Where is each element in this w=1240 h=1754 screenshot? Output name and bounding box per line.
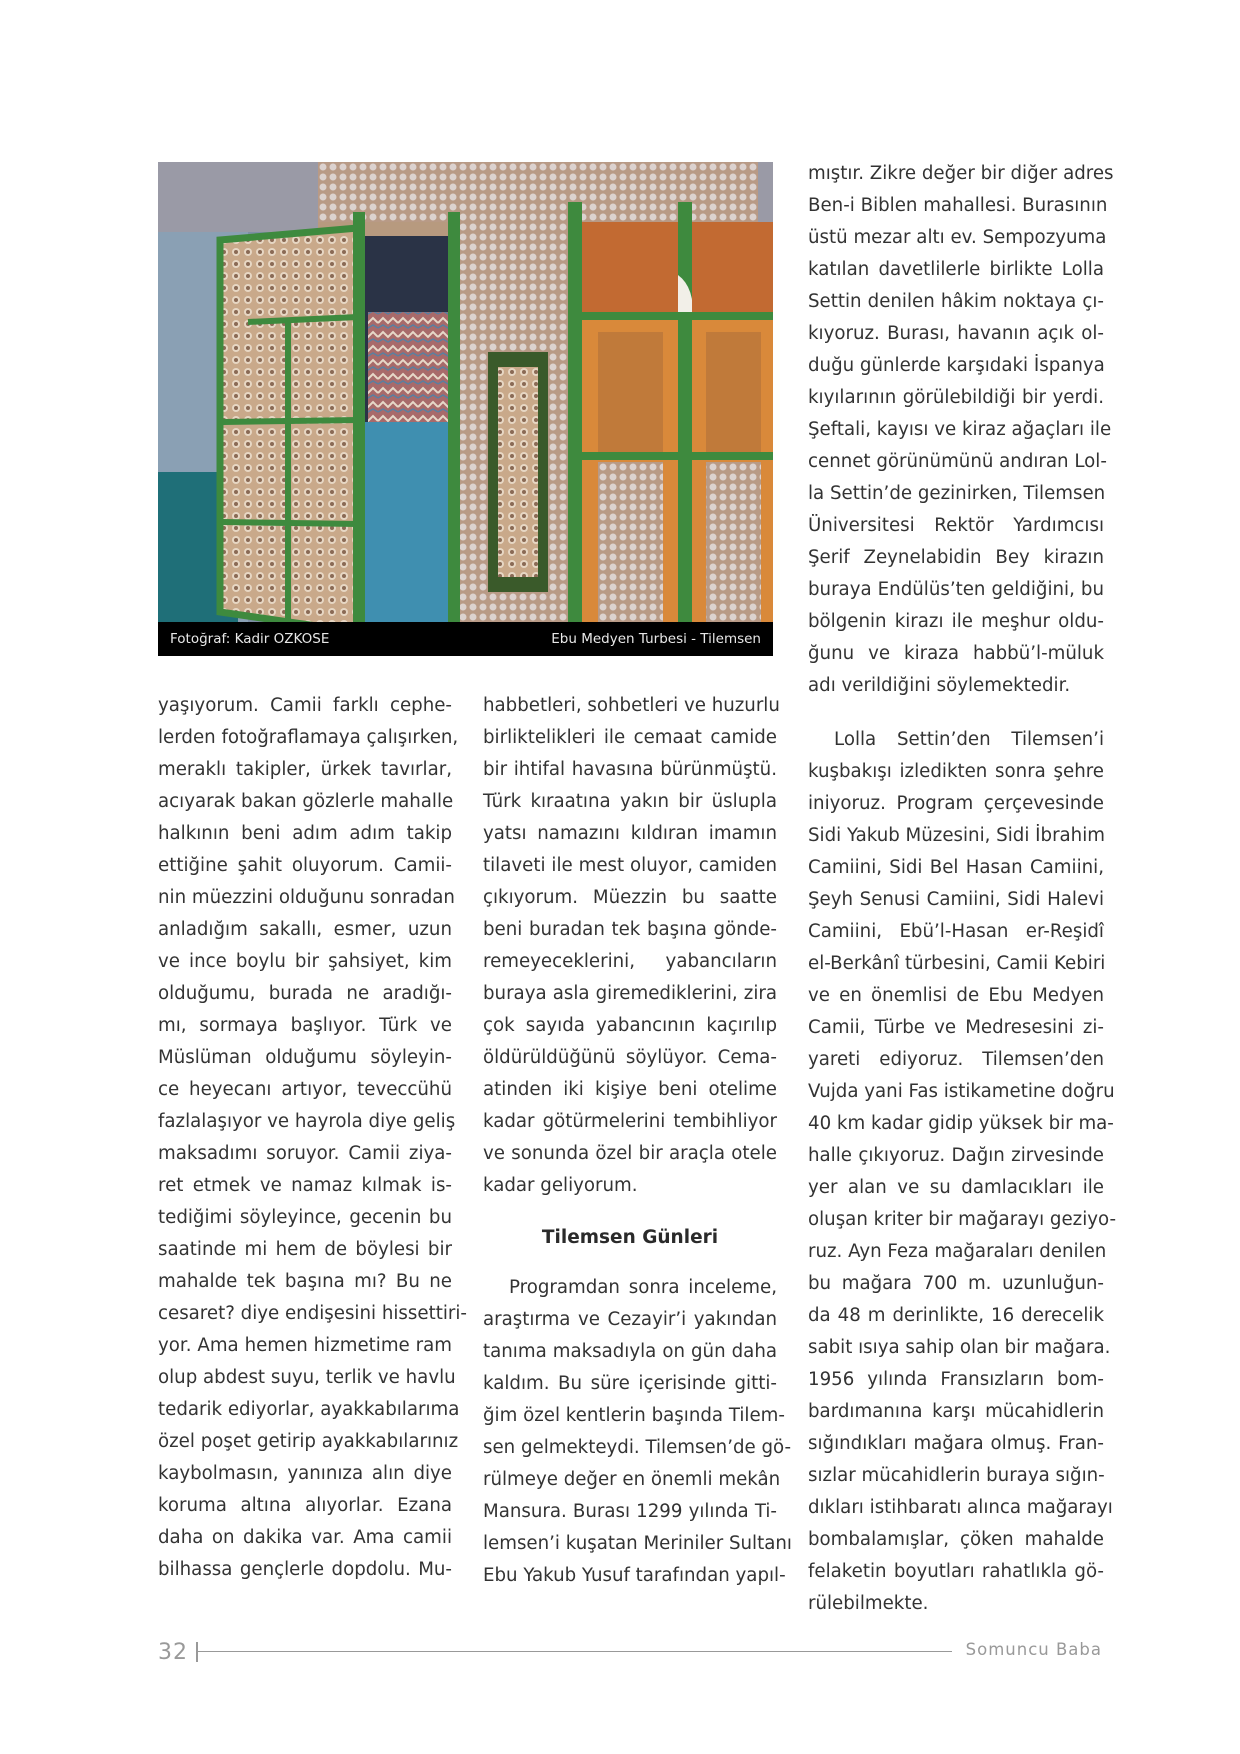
- text-line: ve en önemlisi de Ebu Medyen: [808, 985, 1104, 1006]
- text-line: daha on dakika var. Ama camii: [158, 1527, 452, 1548]
- text-line: Mansura. Burası 1299 yılında Ti-: [483, 1501, 777, 1522]
- text-line: bir ihtifal havasına bürünmüştü.: [483, 759, 777, 780]
- text-line: Türk kıraatına yakın bir üslupla: [483, 791, 777, 812]
- photo-caption-bar: [158, 622, 773, 656]
- text-line: ce heyecanı artıyor, teveccühü: [158, 1079, 452, 1100]
- text-line: halkının beni adım adım takip: [158, 823, 452, 844]
- text-line: sızlar mücahidlerin buraya sığın-: [808, 1465, 1105, 1486]
- text-line: ve ince boylu bir şahsiyet, kim: [158, 951, 452, 972]
- paragraph: [808, 724, 1117, 1620]
- text-line: lerden fotoğraflamaya çalışırken,: [158, 727, 459, 748]
- text-line: bilhassa gençlerle dopdolu. Mu-: [158, 1559, 452, 1580]
- text-line: kıyılarının görülebildiği bir yerdi.: [808, 387, 1104, 408]
- text-line: tanıma maksadıyla on gün daha: [483, 1341, 777, 1362]
- text-line: saatinde mi hem de böylesi bir: [158, 1239, 452, 1260]
- text-line: remeyeceklerini, yabancıların: [483, 951, 777, 972]
- text-line: kaybolmasın, yanınıza alın diye: [158, 1463, 452, 1484]
- photo-credit: Fotoğraf: Kadir OZKOSE: [170, 631, 330, 647]
- text-line: ğunu ve kiraza habbü’l-müluk: [808, 643, 1104, 664]
- text-line: katılan davetlilerle birlikte Lolla: [808, 259, 1104, 280]
- photo-caption: Ebu Medyen Turbesi - Tilemsen: [551, 631, 761, 647]
- text-line: buraya Endülüs’ten geldiğini, bu: [808, 579, 1104, 600]
- magazine-name: Somuncu Baba: [965, 1640, 1102, 1659]
- text-line: bombalamışlar, çöken mahalde: [808, 1529, 1104, 1550]
- text-line: yer alan ve su damlacıkları ile: [808, 1177, 1104, 1198]
- text-line: yaşıyorum. Camii farklı cephe-: [158, 695, 452, 716]
- text-line: maksadımı soruyor. Camii ziya-: [158, 1143, 452, 1164]
- text-line: tediğimi söyleyince, gecenin bu: [158, 1207, 452, 1228]
- text-line: sen gelmekteydi. Tilemsen’de gö-: [483, 1437, 792, 1458]
- text-line: nin müezzini olduğunu sonradan: [158, 887, 455, 908]
- text-line: Camiini, Sidi Bel Hasan Camiini,: [808, 857, 1104, 878]
- text-line: atinden iki kişiye beni otelime: [483, 1079, 777, 1100]
- text-line: el-Berkânî türbesini, Camii Kebiri: [808, 953, 1106, 974]
- text-line: adı verildiğini söylemektedir.: [808, 675, 1071, 696]
- text-line: da 48 m derinlikte, 16 derecelik: [808, 1305, 1104, 1326]
- paragraph: [483, 690, 780, 1202]
- section-heading: Tilemsen Günleri: [541, 1227, 719, 1248]
- text-line: Vujda yani Fas istikametine doğru: [808, 1081, 1115, 1102]
- text-line: bölgenin kirazı ile meşhur oldu-: [808, 611, 1104, 632]
- text-line: Üniversitesi Rektör Yardımcısı: [808, 515, 1104, 536]
- text-line: meraklı takipler, ürkek tavırlar,: [158, 759, 452, 780]
- text-line: la Settin’de gezinirken, Tilemsen: [808, 483, 1106, 504]
- text-line: bu mağara 700 m. uzunluğun-: [808, 1273, 1104, 1294]
- text-line: oluşan kriter bir mağarayı geziyo-: [808, 1209, 1117, 1230]
- text-line: Şerif Zeynelabidin Bey kirazın: [808, 547, 1104, 568]
- text-line: koruma altına alıyorlar. Ezana: [158, 1495, 452, 1516]
- tomb-interior-illustration: [158, 162, 773, 656]
- text-line: Camii, Türbe ve Medresesini zi-: [808, 1017, 1104, 1038]
- footer-rule: [198, 1651, 952, 1652]
- text-line: lemsen’i kuşatan Meriniler Sultanı: [483, 1533, 792, 1554]
- text-line: kuşbakışı izledikten sonra şehre: [808, 761, 1104, 782]
- text-line: 1956 yılında Fransızların bom-: [808, 1369, 1104, 1390]
- text-column-3: [808, 158, 1117, 1620]
- text-line: ret etmek ve namaz kılmak is-: [158, 1175, 452, 1196]
- text-line: anladığım sakallı, esmer, uzun: [158, 919, 452, 940]
- text-line: sığındıkları mağara olmuş. Fran-: [808, 1433, 1104, 1454]
- text-line: yatsı namazını kıldıran imamın: [483, 823, 777, 844]
- text-line: ettiğine şahit oluyorum. Camii-: [158, 855, 452, 876]
- text-line: cesaret? diye endişesini hissettiri-: [158, 1303, 467, 1324]
- paragraph: [483, 1272, 792, 1592]
- text-line: kıyoruz. Burası, havanın açık ol-: [808, 323, 1104, 344]
- text-line: mahalde tek başına mı? Bu ne: [158, 1271, 452, 1292]
- page-footer: [158, 1640, 1102, 1666]
- footer-divider: [196, 1642, 198, 1662]
- text-line: cennet görünümünü andıran Lol-: [808, 451, 1107, 472]
- text-line: acıyarak bakan gözlerle mahalle: [158, 791, 454, 812]
- text-line: ve sonunda özel bir araçla otele: [483, 1143, 777, 1164]
- text-line: dıkları istihbaratı alınca mağarayı: [808, 1497, 1113, 1518]
- text-line: halle çıkıyoruz. Dağın zirvesinde: [808, 1145, 1104, 1166]
- text-line: mı, sormaya başlıyor. Türk ve: [158, 1015, 452, 1036]
- text-line: yareti ediyoruz. Tilemsen’den: [808, 1049, 1104, 1070]
- text-line: mıştır. Zikre değer bir diğer adres: [808, 163, 1114, 184]
- text-line: öldürüldüğünü söylüyor. Cema-: [483, 1047, 777, 1068]
- text-line: Camiini, Ebü’l-Hasan er-Reşidî: [808, 921, 1104, 942]
- text-line: bardımanına karşı mücahidlerin: [808, 1401, 1104, 1422]
- text-line: çıkıyorum. Müezzin bu saatte: [483, 887, 777, 908]
- text-line: üstü mezar altı ev. Sempozyuma: [808, 227, 1107, 248]
- text-line: fazlalaşıyor ve hayrola diye geliş: [158, 1111, 456, 1132]
- text-line: 40 km kadar gidip yüksek bir ma-: [808, 1113, 1114, 1134]
- text-line: Sidi Yakub Müzesini, Sidi İbrahim: [808, 825, 1105, 846]
- text-line: iniyoruz. Program çerçevesinde: [808, 793, 1104, 814]
- text-line: kadar götürmelerini tembihliyor: [483, 1111, 777, 1132]
- text-line: olduğumu, burada ne aradığı-: [158, 983, 452, 1004]
- text-line: yor. Ama hemen hizmetime ram: [158, 1335, 452, 1356]
- text-line: sabit ısıya sahip olan bir mağara.: [808, 1337, 1111, 1358]
- text-line: Şeftali, kayısı ve kiraz ağaçları ile: [808, 419, 1112, 440]
- text-line: Ben-i Biblen mahallesi. Burasının: [808, 195, 1108, 216]
- text-line: kadar geliyorum.: [483, 1175, 638, 1196]
- text-column-2: [483, 690, 792, 1592]
- text-line: özel poşet getirip ayakkabılarınız: [158, 1431, 459, 1452]
- text-line: birliktelikleri ile cemaat camide: [483, 727, 777, 748]
- text-line: Programdan sonra inceleme,: [509, 1277, 777, 1298]
- text-line: beni buradan tek başına gönde-: [483, 919, 777, 940]
- text-line: tilaveti ile mest oluyor, camiden: [483, 855, 777, 876]
- text-line: rülmeye değer en önemli mekân: [483, 1469, 781, 1490]
- text-line: Lolla Settin’den Tilemsen’i: [834, 729, 1104, 750]
- text-line: felaketin boyutları rahatlıkla gö-: [808, 1561, 1104, 1582]
- text-line: Müslüman olduğumu söyleyin-: [158, 1047, 452, 1068]
- text-line: rülebilmekte.: [808, 1593, 929, 1614]
- text-line: habbetleri, sohbetleri ve huzurlu: [483, 695, 780, 716]
- text-line: Ebu Yakub Yusuf tarafından yapıl-: [483, 1565, 786, 1586]
- text-line: buraya asla giremediklerini, zira: [483, 983, 777, 1004]
- text-line: ruz. Ayn Feza mağaraları denilen: [808, 1241, 1107, 1262]
- text-line: tedarik ediyorlar, ayakkabılarıma: [158, 1399, 460, 1420]
- text-line: ğim özel kentlerin başında Tilem-: [483, 1405, 785, 1426]
- paragraph: [808, 158, 1114, 702]
- text-column-1: [158, 690, 467, 1586]
- text-line: duğu günlerde karşıdaki İspanya: [808, 355, 1105, 376]
- tomb-photo: [158, 162, 773, 656]
- text-line: araştırma ve Cezayir’i yakından: [483, 1309, 777, 1330]
- page-number: 32: [158, 1640, 188, 1665]
- text-line: olup abdest suyu, terlik ve havlu: [158, 1367, 456, 1388]
- text-line: Settin denilen hâkim noktaya çı-: [808, 291, 1104, 312]
- text-line: kaldım. Bu süre içerisinde gitti-: [483, 1373, 777, 1394]
- text-line: çok sayıda yabancının kaçırılıp: [483, 1015, 777, 1036]
- text-line: Şeyh Senusi Camiini, Sidi Halevi: [808, 889, 1104, 910]
